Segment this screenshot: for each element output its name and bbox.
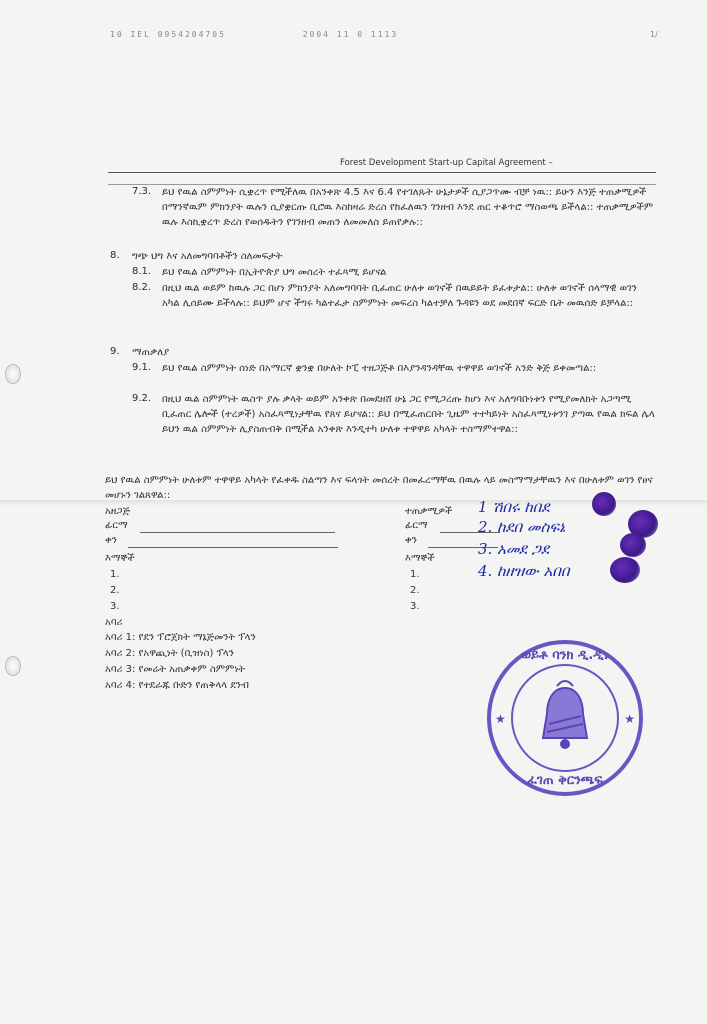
clause-text: በዚህ ዉል ወይም ከዉሉ ጋር በሆነ ምክንያት አለመግባባት ቢፈጠር ሁለቱ ወገኖች በዉይይት ይፈቱታል:: ሁለቱ ወገኖች ሰላማዊ ወገን አካል ሊሰይሙ ይችላሉ:: ይህም ሆኖ ችግሩ ካልተፈታ ስምምነት መፍረስ ካልተቻለ ጉዳዩን ወደ መደበኛ ፍርድ ቤት መዉሰድ ይቻላል:: — [162, 283, 637, 309]
clause-text: ይህ የዉል ስምምነት ሰነድ በአማርኛ ቋንቋ በሁለት ኮፒ ተዘጋጅቶ በእያንዳንዳቸዉ ተዋዋይ ወገኖች አንድ ቅጅ ይቀመጣል:: — [162, 363, 597, 374]
handwritten-name: 3. አመደ ጋደ — [478, 540, 550, 558]
closing-paragraph: ይህ የዉል ስምምነት ሁለቱም ተዋዋይ አካላት የፈቀዱ ስልጣን እና ፍላጎት መሰረት በመፈረማቸዉ በዉሉ ላይ መስማማታቸዉን እና በሁለቱም ወገን የፀና መሆኑን ገልጸዋል:: — [105, 475, 653, 501]
clause-number: 8. — [110, 250, 120, 261]
clause-number: 7.3. — [132, 186, 152, 197]
attachment-item: አባሪ 3: የመሬት አጠቃቀም ስምምነት — [105, 664, 246, 675]
preparer-witnesses-label: እማኞች — [105, 553, 135, 564]
clause-text: ይህ የዉል ስምምነት በኢትዮጵያ ህግ መሰረት ተፈጻሚ ይሆናል — [162, 267, 387, 278]
clause-number: 9.1. — [132, 362, 152, 373]
bank-stamp — [487, 640, 643, 796]
beneficiaries-label: ተጠቃሚዎች — [405, 506, 453, 517]
clause-number: 8.2. — [132, 282, 152, 293]
attachment-item: አባሪ 2: የአዋጪነት (ቢዝነስ) ፕላን — [105, 648, 234, 659]
clause-heading: ግጭ ህግ እና አለመግባባቶችን ስለመፍታት — [132, 251, 283, 262]
attachment-item: አባሪ 1: የደን ፕሮጀክት ማኔጅመንት ፕላን — [105, 632, 256, 643]
clause-number: 9. — [110, 346, 120, 357]
fax-header — [110, 30, 468, 39]
thumbprint-icon — [610, 557, 640, 583]
fax-header-left: 10 IEL 0954204705 — [110, 30, 226, 39]
star-icon: ★ — [624, 712, 635, 726]
date-line — [128, 547, 338, 548]
witness-number: 3. — [110, 601, 120, 612]
header-rule-2 — [108, 184, 656, 185]
preparer-date-label: ቀን — [105, 535, 117, 546]
preparer-signature-label: ፊርማ — [105, 520, 128, 531]
clause-number: 9.2. — [132, 393, 152, 404]
punch-hole-bottom — [5, 656, 21, 676]
witness-number: 1. — [410, 569, 420, 580]
thumbprint-icon — [592, 492, 616, 516]
attachment-item: አባሪ 4: የተደራጁ ቡድን የጠቅላላ ደንብ — [105, 680, 249, 691]
stamp-inner-ring — [511, 664, 619, 772]
clause-number: 8.1. — [132, 266, 152, 277]
clause-text: በዚህ ዉል ስምምነት ዉስጥ ያሉ ቃላት ወይም አንቀጽ በመደዘሸ ሁኔ ጋር የሚጋረጡ ከሆነ እና አለግባቡነቱን የሚያመለክት አጋጣሚ ቢፈጠር ሌሎች (ተረዎች) አስፈጻሚነታቸዉ የጸና ይሆናል:: ይህ በሚፈጠርበት ጊዜም ተተካይነት አስፈጻሚነቱንገ ያጣዉ የዉል ክፍል ሌላ ይህን ዉል ስምምነት ሊያስጠብቅ በሚችል አንቀጽ እንዲተካ ሁለቱ ተዋዋይ አካላት ተስማምተዋል:: — [162, 394, 655, 435]
handwritten-name: 4. ከዘዝው አበበ — [478, 562, 570, 580]
stamp-text-bottom: ፈገጠ ቅርንጫፍ — [527, 773, 603, 788]
beneficiaries-witnesses-label: እማኞች — [405, 553, 435, 564]
clause-text: ይህ የዉል ስምምነት ሲቋረጥ የሚችለዉ በአንቀጽ 4.5 እና 6.4 የተገለጹት ሁኔታዎች ሲያጋጥሙ ብቻ ነዉ:: ይሁን እንጅ ተጠቃሚዎች በማንኛዉም ምክንያት ዉሉን ሲያቋርጡ ቢሮዉ እስከዛሬ ድረስ የከፈለዉን ገንዘብ እንደ ጠር ተቆጥሮ ማስወጫ ይችላል:: ተጠቃሚዎችም ዉሉ እስኪቋረጥ ድረስ የወሰዱትን የገንዘብ መጠን ለመመለስ ይጠየቃሉ:: — [162, 187, 654, 228]
signature-line — [140, 532, 335, 533]
attachments-label: አባሪ — [105, 617, 123, 628]
star-icon: ★ — [495, 712, 506, 726]
bell-emblem-icon — [513, 666, 617, 770]
witness-number: 2. — [110, 585, 120, 596]
handwritten-name: 1 ሽበሩ ከበደ — [478, 498, 550, 516]
thumbprint-icon — [620, 533, 646, 557]
fax-header-middle: 2004 11 0 1113 — [302, 30, 399, 39]
witness-number: 1. — [110, 569, 120, 580]
header-rule — [108, 172, 656, 173]
stamp-text-top: ወይቶ ባንክ ዲ.ዲ. — [521, 648, 609, 663]
running-header: Forest Development Start-up Capital Agreement – — [340, 158, 553, 168]
punch-hole-top — [5, 364, 21, 384]
witness-number: 2. — [410, 585, 420, 596]
handwritten-name: 2. ከደበ መስፍኔ — [478, 518, 566, 536]
beneficiaries-date-label: ቀን — [405, 535, 417, 546]
clause-heading: ማጠቃለያ — [132, 347, 170, 358]
witness-number: 3. — [410, 601, 420, 612]
preparer-label: አዘጋጅ — [105, 506, 130, 517]
beneficiaries-signature-label: ፊርማ — [405, 520, 428, 531]
fax-page-number: 1/ — [650, 30, 658, 39]
